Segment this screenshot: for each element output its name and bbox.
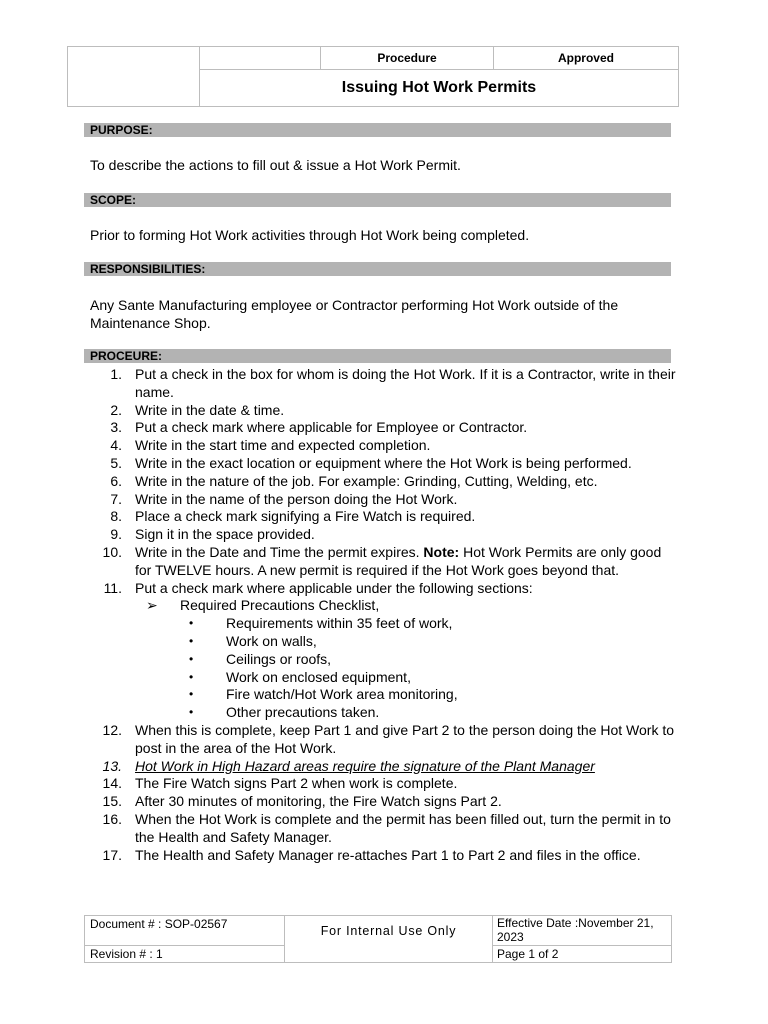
procedure-list <box>90 366 680 864</box>
arrow-bullet-icon: ➢ <box>146 597 158 614</box>
section-heading-responsibilities: RESPONSIBILITIES: <box>84 262 671 276</box>
responsibilities-text: Any Sante Manufacturing employee or Contractor performing Hot Work outside of the Maintenance Shop. <box>90 297 619 331</box>
header-blank-cell <box>200 47 321 70</box>
document-number: Document # : SOP-02567 <box>85 916 285 946</box>
header-table <box>67 46 679 107</box>
bullet-icon: • <box>189 651 194 666</box>
list-item: 3. Put a check mark where applicable for Employee or Contractor. <box>110 419 528 436</box>
list-item: 7. Write in the name of the person doing the Hot Work. <box>110 490 458 507</box>
section-heading-purpose: PURPOSE: <box>84 123 671 137</box>
checklist-item: • Work on walls, <box>189 632 317 649</box>
list-item: 5. Write in the exact location or equipment where the Hot Work is being performed. <box>110 454 632 471</box>
checklist-item: • Work on enclosed equipment, <box>189 668 411 685</box>
status-label: Approved <box>494 47 678 70</box>
list-item: 14. The Fire Watch signs Part 2 when work is complete. <box>102 775 458 792</box>
list-item: 9. Sign it in the space provided. <box>110 526 315 543</box>
list-item: 1. Put a check in the box for whom is doing the Hot Work. If it is a Contractor, write in their name. <box>110 366 676 400</box>
page-title: Issuing Hot Work Permits <box>341 79 537 96</box>
bullet-icon: • <box>189 705 194 720</box>
checklist-item: • Other precautions taken. <box>189 704 380 721</box>
doc-type-label: Procedure <box>321 47 494 70</box>
classification-label: For Internal Use Only <box>285 916 493 962</box>
list-item: 4. Write in the start time and expected completion. <box>110 437 431 454</box>
bullet-icon: • <box>189 633 194 648</box>
checklist-item: • Requirements within 35 feet of work, <box>189 615 453 632</box>
section-heading-scope: SCOPE: <box>84 193 671 207</box>
bullet-icon: • <box>189 687 194 702</box>
list-item: 2. Write in the date & time. <box>110 401 285 418</box>
page-number: Page 1 of 2 <box>497 947 559 961</box>
list-item: 11. Put a check mark where applicable under the following sections: <box>103 579 533 596</box>
logo-cell <box>68 47 200 106</box>
list-item: 12. When this is complete, keep Part 1 and give Part 2 to the person doing the Hot Work to post in the area of the Hot Work. <box>102 721 675 756</box>
note-label: Note: <box>423 543 460 560</box>
list-item: 15. After 30 minutes of monitoring, the Fire Watch signs Part 2. <box>102 793 502 810</box>
effective-date: Effective Date :November 21, 2023 <box>493 916 671 946</box>
bullet-icon: • <box>189 616 194 631</box>
footer-table <box>84 915 672 963</box>
checklist-item: • Ceilings or roofs, <box>189 650 332 667</box>
checklist-heading: ➢ Required Precautions Checklist, <box>146 597 380 614</box>
list-item: 8. Place a check mark signifying a Fire Watch is required. <box>110 508 476 525</box>
list-item: 17. The Health and Safety Manager re-attaches Part 1 to Part 2 and files in the office. <box>102 846 641 863</box>
bullet-icon: • <box>189 669 194 684</box>
section-heading-procedure: PROCEURE: <box>84 349 671 363</box>
list-item: 16. When the Hot Work is complete and the permit has been filled out, turn the permit in to the Health and Safety Manager. <box>102 810 671 845</box>
list-item: 6. Write in the nature of the job. For example: Grinding, Cutting, Welding, etc. <box>110 472 598 489</box>
purpose-text: To describe the actions to fill out & issue a Hot Work Permit. <box>90 157 461 173</box>
list-item: 10. Write in the Date and Time the permit expires. Note: Hot Work Permits are only good for TWELVE hours. A new permit is required if the Hot Work goes beyond that. <box>102 543 662 578</box>
scope-text: Prior to forming Hot Work activities through Hot Work being completed. <box>90 227 530 243</box>
list-item-high-hazard: 13. Hot Work in High Hazard areas require the signature of the Plant Manager <box>102 757 595 774</box>
revision-number: Revision # : 1 <box>85 946 285 962</box>
checklist-item: • Fire watch/Hot Work area monitoring, <box>189 686 458 703</box>
